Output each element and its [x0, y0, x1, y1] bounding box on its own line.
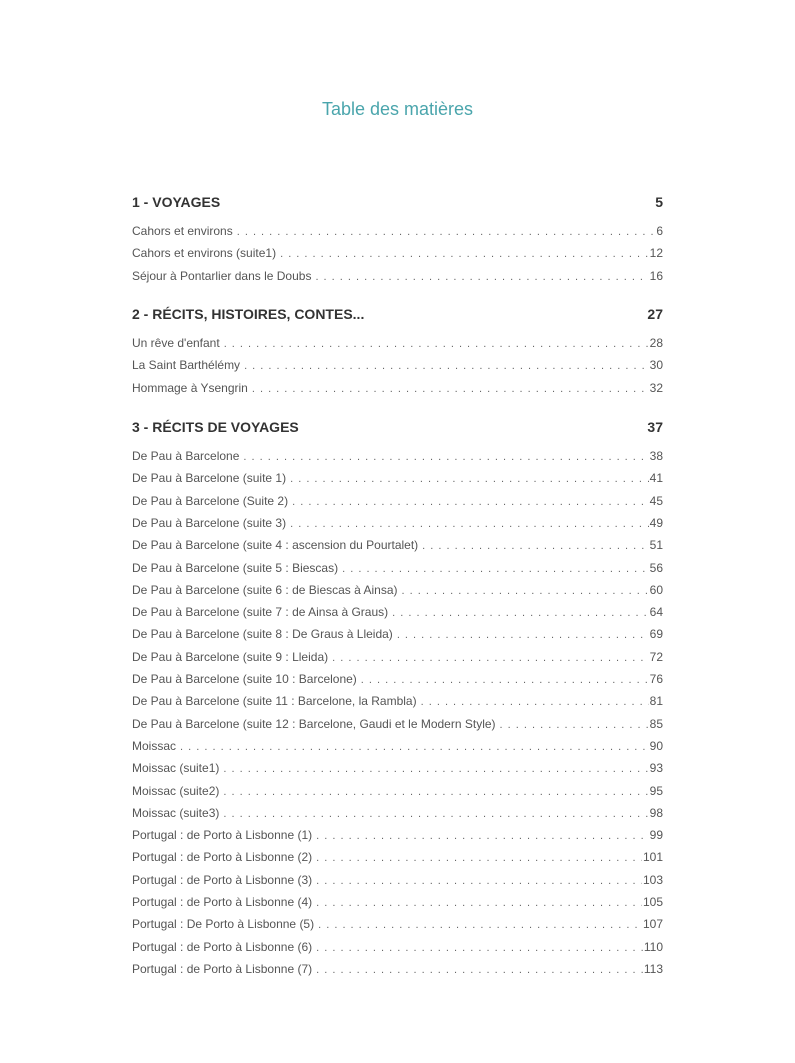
toc-entry-page: 56 [649, 560, 663, 575]
dot-leader [318, 919, 642, 931]
toc-entry[interactable] [132, 873, 663, 889]
toc-entry-title: De Pau à Barcelone (suite 7 : de Ainsa à Graus) [132, 605, 389, 620]
toc-entry[interactable] [132, 605, 663, 621]
toc-entry-title: De Pau à Barcelone (suite 11 : Barcelone, la Rambla) [132, 694, 417, 709]
toc-entry-page: 49 [649, 515, 663, 530]
toc-entry-title: Moissac [132, 738, 177, 753]
toc-entry[interactable] [132, 449, 663, 465]
toc-entry[interactable] [132, 381, 663, 397]
toc-entry-page: 98 [649, 805, 663, 820]
toc-entry-page: 101 [642, 850, 663, 865]
dot-leader [500, 719, 649, 731]
dot-leader [290, 473, 649, 485]
toc-entry-title: De Pau à Barcelone (suite 5 : Biescas) [132, 560, 339, 575]
toc-entry-title: Portugal : de Porto à Lisbonne (4) [132, 895, 313, 909]
toc-entry[interactable] [132, 895, 663, 911]
toc-entry-page: 113 [643, 961, 663, 976]
toc-entry[interactable] [132, 269, 663, 285]
toc-entry-page: 64 [649, 605, 663, 620]
toc-entry-title: Cahors et environs (suite1) [132, 246, 277, 261]
toc-entry-title: De Pau à Barcelone (suite 1) [132, 471, 287, 486]
toc-entry-page: 6 [656, 224, 663, 238]
dot-leader [280, 248, 649, 260]
toc-entry[interactable] [132, 828, 663, 844]
toc-entry-page: 38 [649, 449, 663, 463]
toc-entry-page: 69 [649, 627, 663, 642]
toc-entry[interactable] [132, 650, 663, 666]
toc-entry[interactable] [132, 538, 663, 554]
page-title: Table des matières [321, 99, 474, 119]
dot-leader [316, 897, 642, 909]
toc-entry-page: 95 [649, 783, 663, 798]
toc-entry-page: 90 [649, 738, 663, 753]
toc-entry-title: La Saint Barthélémy [132, 358, 241, 373]
dot-leader [237, 226, 656, 238]
toc-entry-page: 51 [649, 538, 663, 553]
toc-entry-page: 99 [649, 828, 663, 843]
dot-leader [421, 696, 649, 708]
section-heading-page: 37 [647, 419, 663, 435]
toc-entry-page: 12 [649, 246, 663, 261]
toc-entry-page: 41 [649, 471, 663, 486]
dot-leader [224, 338, 649, 350]
toc-entry-page: 85 [649, 716, 663, 731]
toc-entry-page: 107 [642, 917, 663, 932]
toc-entry-page: 105 [642, 895, 663, 909]
dot-leader [316, 942, 643, 954]
dot-leader [180, 741, 649, 753]
toc-entry-page: 30 [649, 358, 663, 373]
toc-entry[interactable] [132, 516, 663, 532]
section-heading-title: 1 - VOYAGES [132, 194, 221, 210]
toc-entry-title: De Pau à Barcelone (suite 10 : Barcelone) [132, 672, 357, 686]
dot-leader [252, 383, 649, 395]
toc-entry[interactable] [132, 561, 663, 577]
section-heading-title: 3 - RÉCITS DE VOYAGES [132, 419, 299, 435]
toc-entry-page: 81 [649, 694, 663, 709]
toc-entry-page: 45 [649, 493, 663, 508]
toc-entry-title: Cahors et environs [132, 224, 233, 238]
toc-entry[interactable] [132, 784, 663, 800]
section-heading[interactable] [132, 306, 663, 326]
toc-entry-title: De Pau à Barcelone (suite 12 : Barcelone, Gaudi et le Modern Style) [132, 716, 496, 731]
toc-entry-page: 28 [649, 336, 663, 350]
toc-entry-title: De Pau à Barcelone [132, 449, 240, 463]
dot-leader [316, 852, 642, 864]
toc-entry[interactable] [132, 717, 663, 733]
toc-entry-title: Moissac (suite3) [132, 805, 220, 820]
toc-entry-page: 103 [642, 872, 663, 887]
toc-entry[interactable] [132, 806, 663, 822]
toc-entry-title: Portugal : de Porto à Lisbonne (2) [132, 850, 313, 865]
toc-entry[interactable] [132, 694, 663, 710]
dot-leader [392, 607, 648, 619]
toc-entry[interactable] [132, 494, 663, 510]
toc-entry-title: Portugal : de Porto à Lisbonne (6) [132, 939, 313, 954]
dot-leader [332, 652, 649, 664]
toc-entry-title: De Pau à Barcelone (suite 6 : de Biescas à Ainsa) [132, 582, 398, 597]
dot-leader [292, 496, 649, 508]
dot-leader [422, 540, 648, 552]
toc-entry[interactable] [132, 224, 663, 240]
section-heading[interactable] [132, 419, 663, 439]
dot-leader [316, 830, 649, 842]
toc-entry-title: De Pau à Barcelone (suite 8 : De Graus à Lleida) [132, 627, 393, 642]
toc-entry[interactable] [132, 917, 663, 933]
toc-entry-title: Hommage à Ysengrin [132, 380, 248, 395]
toc-entry[interactable] [132, 583, 663, 599]
dot-leader [361, 674, 649, 686]
toc-entry[interactable] [132, 962, 663, 978]
toc-entry-title: Portugal : de Porto à Lisbonne (3) [132, 872, 313, 887]
dot-leader [223, 763, 648, 775]
toc-entry[interactable] [132, 627, 663, 643]
toc-entry-title: De Pau à Barcelone (suite 4 : ascension du Pourtalet) [132, 538, 419, 553]
toc-entry[interactable] [132, 761, 663, 777]
toc-entry-title: De Pau à Barcelone (suite 9 : Lleida) [132, 649, 329, 664]
toc-entry[interactable] [132, 940, 663, 956]
section-heading-page: 5 [655, 194, 663, 210]
toc-entry-title: Portugal : De Porto à Lisbonne (5) [132, 917, 315, 932]
dot-leader [316, 875, 642, 887]
section-heading[interactable] [132, 194, 663, 214]
toc-entry[interactable] [132, 246, 663, 262]
toc-entry-page: 60 [649, 582, 663, 597]
toc-entry-page: 93 [649, 761, 663, 776]
dot-leader [244, 360, 649, 372]
toc-entry-title: Portugal : de Porto à Lisbonne (1) [132, 828, 313, 843]
toc-entry-page: 76 [649, 672, 663, 686]
toc-entry[interactable] [132, 471, 663, 487]
dot-leader [401, 585, 648, 597]
toc-entry-title: Moissac (suite1) [132, 761, 220, 776]
toc-entry-title: Moissac (suite2) [132, 783, 220, 798]
toc-entry[interactable] [132, 739, 663, 755]
toc-entry[interactable] [132, 336, 663, 352]
toc-entry-page: 72 [649, 649, 663, 664]
toc-entry[interactable] [132, 850, 663, 866]
section-heading-title: 2 - RÉCITS, HISTOIRES, CONTES... [132, 306, 365, 322]
dot-leader [243, 451, 648, 463]
dot-leader [342, 563, 649, 575]
dot-leader [397, 629, 649, 641]
toc-entry-title: Séjour à Pontarlier dans le Doubs [132, 268, 312, 283]
toc-entry-page: 32 [649, 380, 663, 395]
dot-leader [290, 518, 649, 530]
toc-entry-title: De Pau à Barcelone (Suite 2) [132, 493, 289, 508]
toc-entry[interactable] [132, 672, 663, 688]
toc-entry[interactable] [132, 358, 663, 374]
dot-leader [315, 271, 648, 283]
toc-entry-page: 16 [649, 268, 663, 283]
toc-entry-title: Un rêve d'enfant [132, 336, 220, 350]
dot-leader [316, 964, 643, 976]
dot-leader [223, 808, 648, 820]
section-heading-page: 27 [647, 306, 663, 322]
dot-leader [223, 786, 648, 798]
toc-entry-title: Portugal : de Porto à Lisbonne (7) [132, 961, 313, 976]
toc-entry-title: De Pau à Barcelone (suite 3) [132, 515, 287, 530]
toc-entry-page: 110 [643, 939, 663, 954]
